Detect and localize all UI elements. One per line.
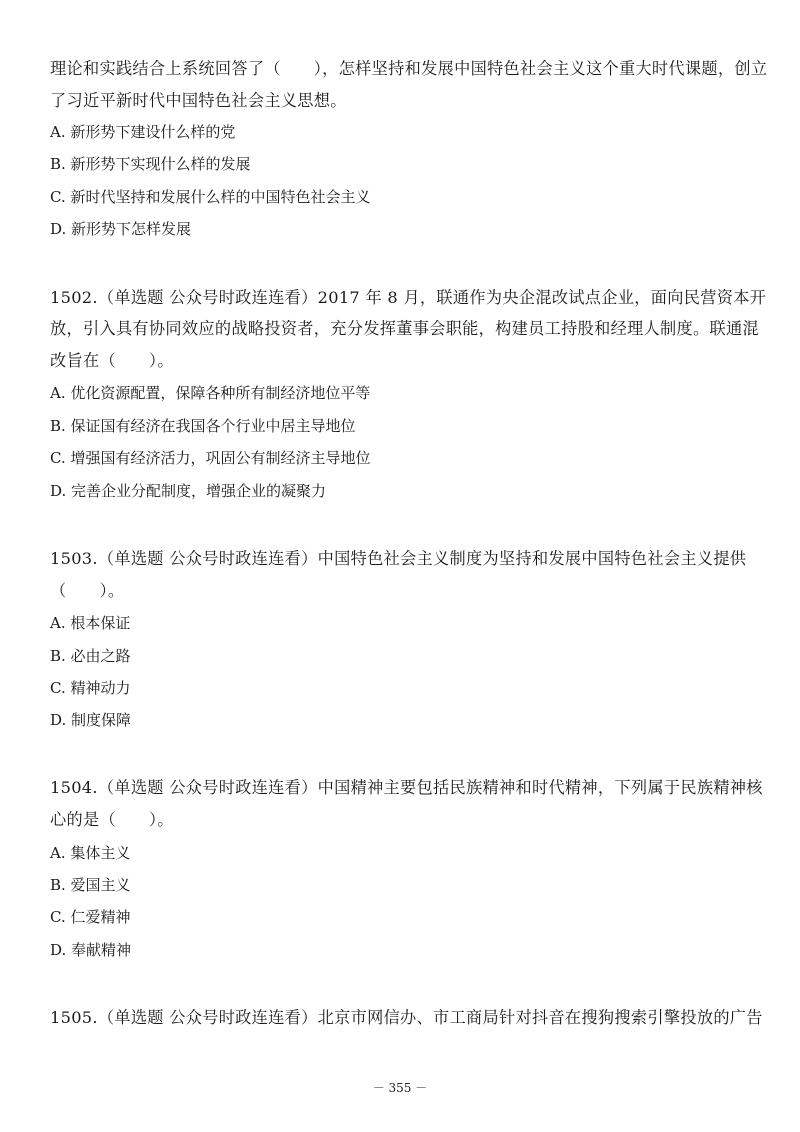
q1502-option-d: D. 完善企业分配制度，增强企业的凝聚力 bbox=[50, 482, 327, 500]
q1501-stem-line-2: 了习近平新时代中国特色社会主义思想。 bbox=[50, 91, 347, 110]
q1502-option-c: C. 增强国有经济活力，巩固公有制经济主导地位 bbox=[50, 449, 371, 467]
q1503-stem-line-1: 1503.（单选题 公众号时政连连看）中国特色社会主义制度为坚持和发展中国特色社会主义提供 bbox=[50, 549, 747, 568]
q1504-stem-line-2: 心的是（ ）。 bbox=[50, 810, 174, 829]
page-number: － 355 － bbox=[372, 1081, 428, 1095]
q1502-stem-line-2: 放，引入具有协同效应的战略投资者，充分发挥董事会职能，构建员工持股和经理人制度。联通混 bbox=[50, 319, 759, 338]
q1501-option-b: B. 新形势下实现什么样的发展 bbox=[50, 155, 251, 173]
q1502-option-b: B. 保证国有经济在我国各个行业中居主导地位 bbox=[50, 417, 356, 435]
q1503-option-a: A. 根本保证 bbox=[50, 614, 131, 632]
q1503-option-b: B. 必由之路 bbox=[50, 647, 131, 665]
q1503-option-c: C. 精神动力 bbox=[50, 679, 131, 697]
q1504-option-b: B. 爱国主义 bbox=[50, 876, 131, 894]
q1504-option-a: A. 集体主义 bbox=[50, 844, 131, 862]
q1504-stem-line-1: 1504.（单选题 公众号时政连连看）中国精神主要包括民族精神和时代精神，下列属于民族精神核 bbox=[50, 778, 763, 797]
q1502-option-a: A. 优化资源配置，保障各种所有制经济地位平等 bbox=[50, 384, 371, 402]
q1501-option-c: C. 新时代坚持和发展什么样的中国特色社会主义 bbox=[50, 188, 371, 206]
q1504-option-d: D. 奉献精神 bbox=[50, 941, 132, 959]
q1502-stem-line-1: 1502.（单选题 公众号时政连连看）2017 年 8 月，联通作为央企混改试点企业，面向民营资本开 bbox=[50, 288, 767, 307]
q1502-stem-line-3: 改旨在（ ）。 bbox=[50, 351, 174, 370]
q1501-option-d: D. 新形势下怎样发展 bbox=[50, 220, 192, 238]
q1501-stem-line-1: 理论和实践结合上系统回答了（ ），怎样坚持和发展中国特色社会主义这个重大时代课题，创立 bbox=[50, 59, 768, 78]
q1505-stem-line-1: 1505.（单选题 公众号时政连连看）北京市网信办、市工商局针对抖音在搜狗搜索引擎投放的广告 bbox=[50, 1008, 763, 1027]
q1503-option-d: D. 制度保障 bbox=[50, 711, 132, 729]
q1504-option-c: C. 仁爱精神 bbox=[50, 908, 131, 926]
q1503-stem-line-2: （ ）。 bbox=[50, 581, 125, 600]
q1501-option-a: A. 新形势下建设什么样的党 bbox=[50, 123, 236, 141]
